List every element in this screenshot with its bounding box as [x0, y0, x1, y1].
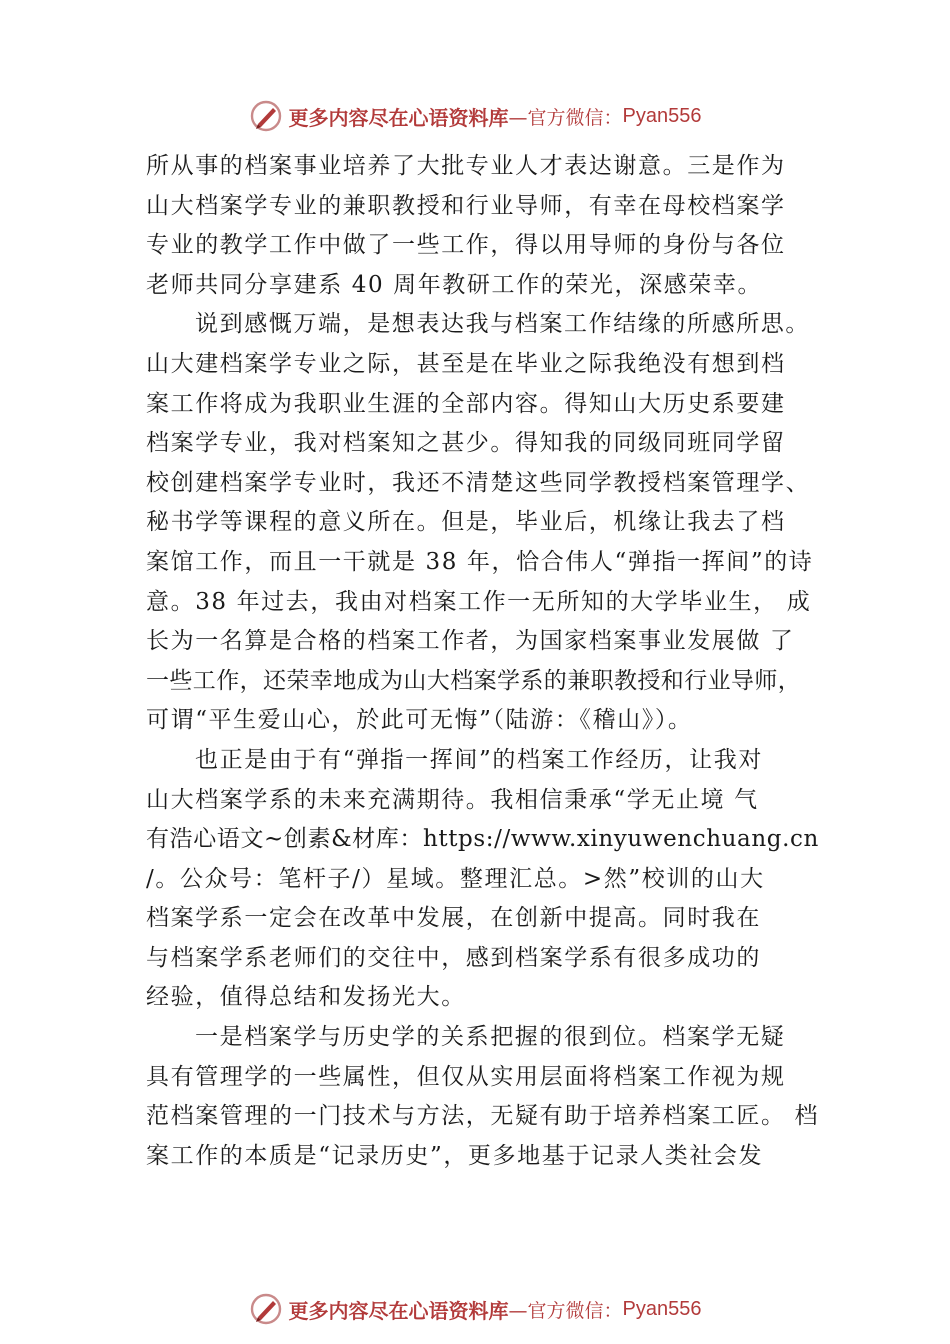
- text-line: 山大档案学专业的兼职教授和行业导师，有幸在母校档案学: [146, 192, 786, 219]
- text-line: 与档案学系老师们的交往中，感到档案学系有很多成功的: [146, 944, 761, 971]
- header-wechat-id: Pyan556: [622, 104, 702, 127]
- header-banner: [0, 96, 950, 136]
- footer-wechat-id: Pyan556: [622, 1297, 702, 1320]
- text-line: 意。38 年过去，我由对档案工作一无所知的大学毕业生， 成: [146, 588, 812, 615]
- footer-banner: [0, 1289, 950, 1329]
- header-brand: 更多内容尽在心语资料库: [288, 105, 509, 130]
- text-line-with-url: 有浩心语文~创素&材库：https://www.xinyuwenchuang.cn: [146, 826, 819, 853]
- text-line: 山大建档案学专业之际，甚至是在毕业之际我绝没有想到档: [146, 350, 786, 377]
- text-line: 可谓“平生爱山心，於此可无悔”（陆游：《稽山》）。: [146, 707, 693, 734]
- text-line: 案工作将成为我职业生涯的全部内容。得知山大历史系要建: [146, 390, 786, 417]
- text-line: 秘书学等课程的意义所在。但是，毕业后，机缘让我去了档: [146, 509, 786, 536]
- text-line: 所从事的档案事业培养了大批专业人才表达谢意。三是作为: [146, 153, 786, 179]
- document-body: [146, 147, 846, 1176]
- header-wechat-label: —官方微信：: [508, 106, 623, 129]
- paragraph-start-line: 一是档案学与历史学的关系把握的很到位。档案学无疑: [195, 1024, 786, 1051]
- text-line: 案馆工作，而且一干就是 38 年，恰合伟人“弹指一挥间”的诗: [146, 548, 814, 575]
- pen-logo-icon: [249, 99, 283, 133]
- footer-wechat-label: —官方微信：: [508, 1299, 623, 1322]
- text-line: 经验，值得总结和发扬光大。: [146, 984, 466, 1011]
- text-line: 具有管理学的一些属性，但仅从实用层面将档案工作视为规: [146, 1063, 786, 1090]
- text-line: 山大档案学系的未来充满期待。我相信秉承“学无止境 气: [146, 786, 759, 813]
- text-line: 档案学系一定会在改革中发展，在创新中提高。同时我在: [146, 905, 761, 932]
- paragraph-start-line: 说到感慨万端，是想表达我与档案工作结缘的所感所思。: [195, 311, 810, 338]
- footer-brand: 更多内容尽在心语资料库: [288, 1298, 509, 1323]
- text-line: 老师共同分享建系 40 周年教研工作的荣光，深感荣幸。: [146, 271, 763, 298]
- text-line: 专业的教学工作中做了一些工作，得以用导师的身份与各位: [146, 232, 786, 259]
- text-line: /。公众号：笔杆子/）星域。整理汇总。>然”校训的山大: [146, 865, 765, 892]
- text-line: 档案学专业，我对档案知之甚少。得知我的同级同班同学留: [146, 430, 786, 457]
- text-line: 案工作的本质是“记录历史”，更多地基于记录人类社会发: [146, 1142, 764, 1169]
- text-line: 范档案管理的一门技术与方法，无疑有助于培养档案工匠。 档: [146, 1103, 820, 1130]
- text-line: 一些工作，还荣幸地成为山大档案学系的兼职教授和行业导师，: [146, 667, 802, 694]
- text-line: 长为一名算是合格的档案工作者，为国家档案事业发展做 了: [146, 628, 795, 655]
- paragraph-start-line: 也正是由于有“弹指一挥间”的档案工作经历，让我对: [195, 746, 763, 773]
- pen-logo-icon: [249, 1292, 283, 1326]
- text-line: 校创建档案学专业时，我还不清楚这些同学教授档案管理学、: [146, 469, 811, 496]
